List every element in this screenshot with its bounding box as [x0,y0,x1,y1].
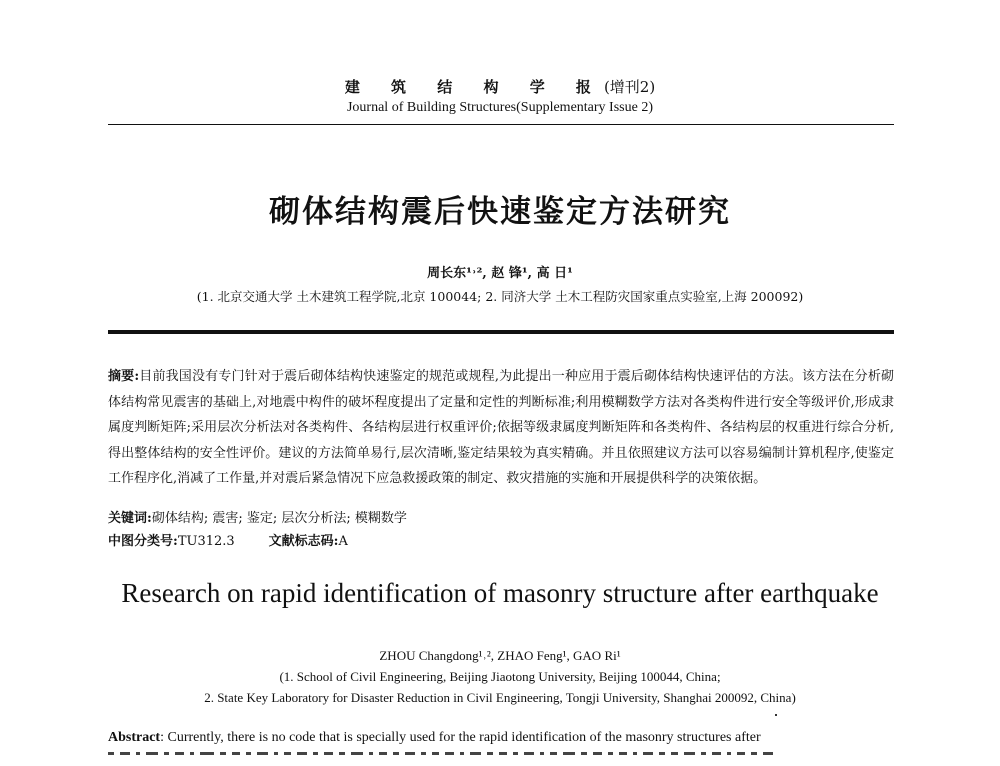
abstract-en [108,730,894,746]
classification-row [108,530,348,549]
keywords-cn [108,507,407,526]
abstract-cn [108,364,894,492]
scan-speck [775,714,777,716]
authors-cn: 周长东¹˒², 赵 锋¹, 高 日¹ [427,266,573,281]
journal-title-en: Journal of Building Structures(Supplementary Issue 2) [346,100,653,115]
abstract-label-en: Abstract [108,730,161,745]
paper-title-cn: 砌体结构震后快速鉴定方法研究 [269,194,731,230]
journal-name-cn: 建 筑 结 构 学 报 [344,78,604,96]
doc-code-value: A [338,534,348,549]
clc-label: 中图分类号: [108,534,178,549]
clc-value: TU312.3 [177,534,235,549]
journal-issue-cn: (增刊2) [603,78,656,96]
keywords-text-cn: 砌体结构; 震害; 鉴定; 层次分析法; 模糊数学 [151,511,407,526]
affiliation-cn: (1. 北京交通大学 土木建筑工程学院,北京 100044; 2. 同济大学 土木工程防灾国家重点实验室,上海 200092) [196,289,804,304]
authors-en: ZHOU Changdong¹˒², ZHAO Feng¹, GAO Ri¹ [379,648,621,663]
header-divider [108,124,894,125]
doc-code-label: 文献标志码: [268,534,339,549]
cutoff-text-line [108,752,894,766]
paper-title-en: Research on rapid identification of masonry structure after earthquake [121,578,879,608]
journal-title-cn [0,76,1000,97]
section-divider [108,330,894,334]
keywords-label-cn: 关键词: [108,511,152,526]
affiliation-en-1: (1. School of Civil Engineering, Beijing Jiaotong University, Beijing 100044, China; [279,669,721,684]
abstract-label-cn: 摘要: [108,369,140,384]
abstract-text-cn: 目前我国没有专门针对于震后砌体结构快速鉴定的规范或规程,为此提出一种应用于震后砌体结构快速评估的方法。该方法在分析砌体结构常见震害的基础上,对地震中构件的破坏程度提出了定量和定性的判断标准;利用模糊数学方法对各类构件进行安全等级评价,形成隶属度判断矩阵;采用层次分析法对各类构件、各结构层进行权重评价;依据等级隶属度判断矩阵和各类构件、各结构层的权重进行综合分析,得出整体结构的安全性评价。建议的方法简单易行,层次清晰,鉴定结果较为真实精确。并且依照建议方法可以容易编制计算机程序,使鉴定工作程序化,消减了工作量,并对震后紧急情况下应急救援政策的制定、救灾措施的实施和开展提供科学的决策依据。 [108,369,894,486]
abstract-text-en: : Currently, there is no code that is specially used for the rapid identification of the masonry structures after [160,730,761,745]
affiliation-en-2: 2. State Key Laboratory for Disaster Reduction in Civil Engineering, Tongji University, Shanghai 200092, China) [204,690,796,705]
